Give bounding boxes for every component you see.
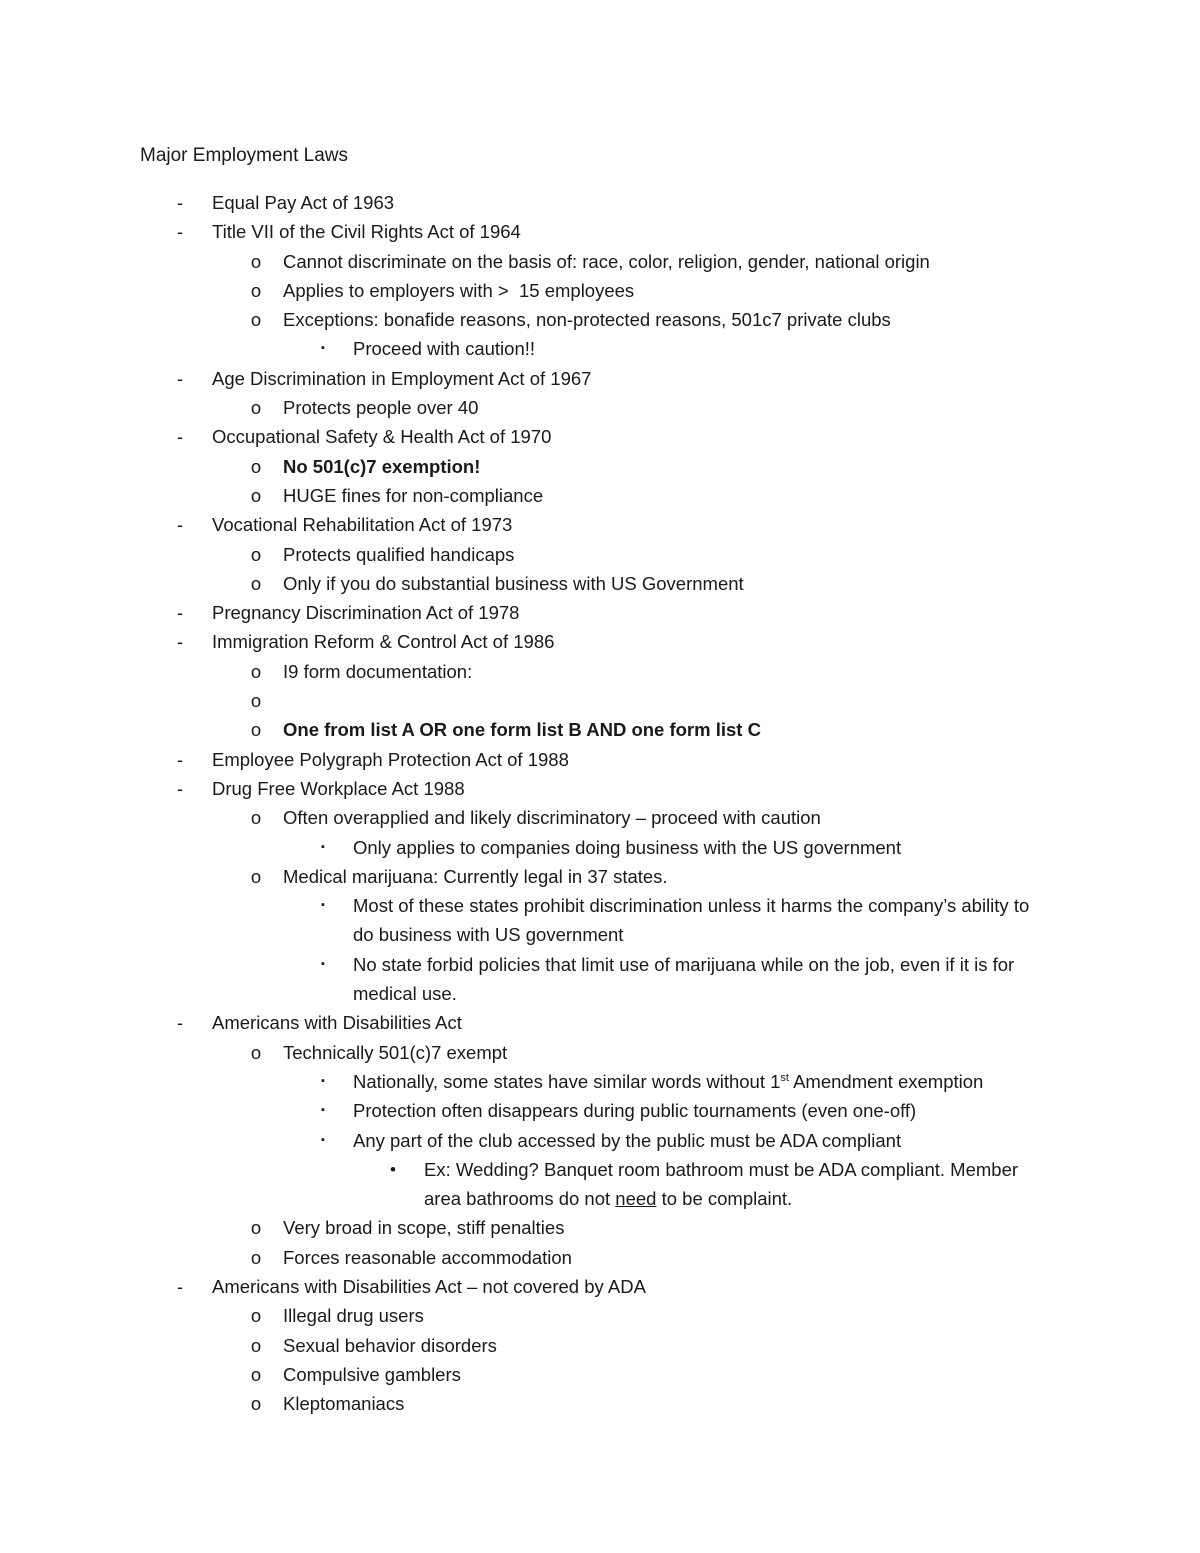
list-item [0,1360,1200,1389]
item-text: Only if you do substantial business with US Government [283,572,744,594]
item-text: One from list A OR one form list B AND one form list C [283,719,761,741]
list-item [0,305,1200,334]
list-item [0,950,1200,1009]
text-run: Amendment exemption [788,1070,984,1092]
item-text: Immigration Reform & Control Act of 1986 [212,631,555,653]
list-item [0,627,1200,656]
item-text: Protects qualified handicaps [283,543,515,565]
item-text: Compulsive gamblers [283,1363,461,1385]
item-text: Title VII of the Civil Rights Act of 1964 [212,221,521,243]
item-text: Most of these states prohibit discrimination unless it harms the company’s ability to do business with US government [353,895,1030,946]
item-text: Vocational Rehabilitation Act of 1973 [212,514,513,536]
square-bullet: ▪ [321,899,325,912]
item-text: Illegal drug users [283,1305,424,1327]
item-text: No 501(c)7 exemption! [283,455,481,477]
list-item [0,891,1200,950]
list-item [0,1243,1200,1272]
text-run: Nationally, some states have similar words without 1 [353,1070,781,1092]
list-item [0,686,1200,715]
list-item [0,1389,1200,1418]
circle-bullet: o [250,309,262,331]
item-text: Protection often disappears during public tournaments (even one-off) [353,1100,917,1122]
list-item [0,1038,1200,1067]
list-item [0,422,1200,451]
item-text: Age Discrimination in Employment Act of 1967 [212,367,592,389]
list-item [0,803,1200,832]
circle-bullet: o [250,279,262,301]
dash-bullet: - [176,192,184,213]
list-item [0,715,1200,744]
list-item [0,452,1200,481]
list-item [0,510,1200,539]
dash-bullet: - [176,426,184,448]
circle-bullet: o [250,807,262,829]
item-text: Drug Free Workplace Act 1988 [212,777,465,799]
square-bullet: ▪ [321,957,325,970]
item-text: Any part of the club accessed by the public must be ADA compliant [353,1129,902,1151]
circle-bullet: o [250,455,262,477]
item-text: Equal Pay Act of 1963 [212,192,395,213]
circle-bullet: o [250,397,262,419]
dash-bullet: - [176,367,184,389]
circle-bullet: o [250,1246,262,1268]
circle-bullet: o [250,250,262,272]
item-text: Kleptomaniacs [283,1393,405,1415]
item-text: Only applies to companies doing business with the US government [353,836,902,858]
item-text: Protects people over 40 [283,397,479,419]
list-item [0,1272,1200,1301]
item-text: Technically 501(c)7 exempt [283,1041,508,1063]
superscript: st [780,1071,789,1084]
item-text: Pregnancy Discrimination Act of 1978 [212,602,520,624]
list-item [0,1301,1200,1330]
outline [0,188,1200,1418]
underlined-text: need [615,1188,657,1210]
text-run: Ex: Wedding? Banquet room bathroom must be ADA compliant. Member area bathrooms do not [424,1158,1019,1210]
item-text [424,1155,1024,1214]
dash-bullet: - [176,748,184,770]
list-item [0,598,1200,627]
circle-bullet: o [250,719,262,741]
list-item [0,540,1200,569]
list-item [0,364,1200,393]
list-item [0,657,1200,686]
list-item [0,393,1200,422]
dash-bullet: - [176,1012,184,1034]
item-text: Americans with Disabilities Act [212,1012,462,1034]
list-item [0,217,1200,246]
list-item [0,1213,1200,1242]
list-item [0,862,1200,891]
list-item [0,188,1200,217]
item-text: Americans with Disabilities Act – not covered by ADA [212,1275,646,1297]
list-item [0,481,1200,510]
list-item [0,569,1200,598]
list-item [0,1331,1200,1360]
item-text: Forces reasonable accommodation [283,1246,572,1268]
list-item [0,745,1200,774]
item-text [353,1067,1053,1096]
circle-bullet: o [250,484,262,506]
square-bullet: ▪ [321,342,325,355]
list-item [0,334,1200,363]
circle-bullet: o [250,1334,262,1356]
list-item [0,1126,1200,1155]
item-text: Applies to employers with > 15 employees [283,279,635,301]
page-title: Major Employment Laws [140,145,349,166]
square-bullet: ▪ [321,1074,325,1087]
circle-bullet: o [250,543,262,565]
circle-bullet: o [250,1393,262,1415]
dash-bullet: - [176,1275,184,1297]
circle-bullet: o [250,865,262,887]
square-bullet: ▪ [321,840,325,853]
dash-bullet: - [176,514,184,536]
item-text: HUGE fines for non-compliance [283,484,544,506]
item-text: I9 form documentation: [283,660,473,682]
item-text: Often overapplied and likely discriminatory – proceed with caution [283,807,821,829]
item-text: Exceptions: bonafide reasons, non-protected reasons, 501c7 private clubs [283,309,891,331]
item-text: Very broad in scope, stiff penalties [283,1217,565,1239]
dash-bullet: - [176,602,184,624]
item-text: Sexual behavior disorders [283,1334,497,1356]
list-item [0,833,1200,862]
item-text: Occupational Safety & Health Act of 1970 [212,426,552,448]
list-item [0,1067,1200,1096]
item-text: Medical marijuana: Currently legal in 37 states. [283,865,668,887]
circle-bullet: o [250,690,262,712]
dash-bullet: - [176,777,184,799]
circle-bullet: o [250,1305,262,1327]
square-bullet: ▪ [321,1133,325,1146]
item-text: No state forbid policies that limit use of marijuana while on the job, even if it is for medical use. [353,953,1015,1005]
list-item [0,774,1200,803]
list-item [0,1008,1200,1037]
list-item [0,1155,1200,1214]
circle-bullet: o [250,572,262,594]
circle-bullet: o [250,1217,262,1239]
item-text: Employee Polygraph Protection Act of 1988 [212,748,569,770]
list-item [0,247,1200,276]
text-run: to be complaint. [656,1188,793,1210]
dot-bullet: • [390,1159,396,1179]
circle-bullet: o [250,660,262,682]
item-text: Cannot discriminate on the basis of: race, color, religion, gender, national origin [283,250,930,272]
circle-bullet: o [250,1363,262,1385]
dash-bullet: - [176,631,184,653]
square-bullet: ▪ [321,1104,325,1117]
list-item [0,1096,1200,1125]
circle-bullet: o [250,1041,262,1063]
list-item [0,276,1200,305]
item-text: Proceed with caution!! [353,338,536,360]
dash-bullet: - [176,221,184,243]
